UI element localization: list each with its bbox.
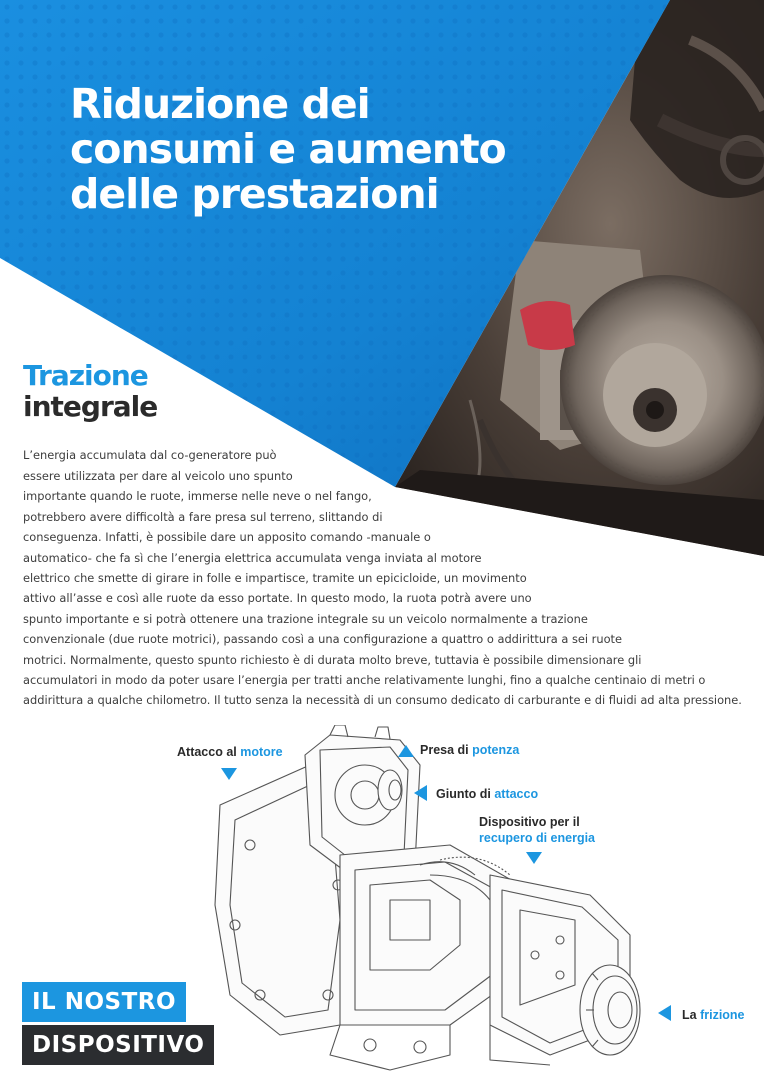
body-line: essere utilizzata per dare al veicolo uno spunto: [23, 469, 293, 483]
callout-presa-potenza: [420, 742, 519, 758]
headline-line-3: delle prestazioni: [70, 170, 439, 218]
body-line: elettrico che smette di girare in folle e impartisce, tramite un epicicloide, un movimento: [23, 571, 527, 585]
gearbox-line-drawing: [190, 725, 660, 1080]
body-line: importante quando le ruote, immerse nelle neve o nel fango,: [23, 489, 372, 503]
callout-dispositivo-hl: recupero di energia: [479, 831, 596, 845]
callout-presa-hl: potenza: [472, 743, 520, 757]
body-line: conseguenza. Infatti, è possibile dare un apposito comando -manuale o: [23, 530, 431, 544]
section-title-line-2: integrale: [23, 390, 158, 423]
headline-line-1: Riduzione dei: [70, 80, 370, 128]
callout-giunto-hl: attacco: [494, 787, 539, 801]
callout-frizione: [682, 1007, 745, 1023]
callout-frizione-pre: La: [682, 1008, 701, 1022]
body-line: potrebbero avere difficoltà a fare presa sul terreno, slittando di: [23, 510, 383, 524]
callout-giunto-pre: Giunto di: [436, 787, 495, 801]
tag-dispositivo: DISPOSITIVO: [22, 1025, 214, 1065]
callout-dispositivo: [479, 814, 595, 846]
body-line: spunto importante e si potrà ottenere una trazione integrale su un veicolo normalmente a trazione: [23, 612, 588, 626]
body-line: automatico- che fa sì che l’energia elettrica accumulata venga inviata al motore: [23, 551, 482, 565]
callout-attacco-motore: [177, 744, 283, 760]
callout-attacco-hl: motore: [240, 745, 283, 759]
arrow-left-icon: [414, 785, 427, 801]
body-line: addirittura a qualche chilometro. Il tutto senza la necessità di un consumo dedicato di carburante e di fluidi ad alta pressione.: [23, 693, 742, 707]
body-line: L’energia accumulata dal co-generatore può: [23, 448, 277, 462]
arrow-up-icon: [398, 745, 414, 757]
body-line: motrici. Normalmente, questo spunto richiesto è di durata molto breve, tuttavia è possibile dimensionare gli: [23, 653, 642, 667]
callout-attacco-pre: Attacco al: [177, 745, 241, 759]
tag-il-nostro: IL NOSTRO: [22, 982, 186, 1022]
body-line: attivo all’asse e così alle ruote da esso portate. In questo modo, la ruota potrà avere uno: [23, 591, 532, 605]
body-line: accumulatori in modo da poter usare l’energia per tratti anche relativamente lunghi, fino a qualche centinaio di metri o: [23, 673, 706, 687]
callout-frizione-hl: frizione: [700, 1008, 745, 1022]
callout-presa-pre: Presa di: [420, 743, 473, 757]
section-title-line-1: Trazione: [23, 359, 148, 392]
headline: [70, 82, 540, 217]
arrow-down-icon: [526, 852, 542, 864]
body-line: convenzionale (due ruote motrici), passando così a una configurazione a quattro o addirittura a sei ruote: [23, 632, 623, 646]
callout-giunto-attacco: [436, 786, 538, 802]
section-title: [23, 360, 157, 422]
arrow-left-icon: [658, 1005, 671, 1021]
arrow-down-icon: [221, 768, 237, 780]
headline-line-2: consumi e aumento: [70, 125, 506, 173]
callout-dispositivo-line1: Dispositivo per il: [479, 815, 580, 829]
